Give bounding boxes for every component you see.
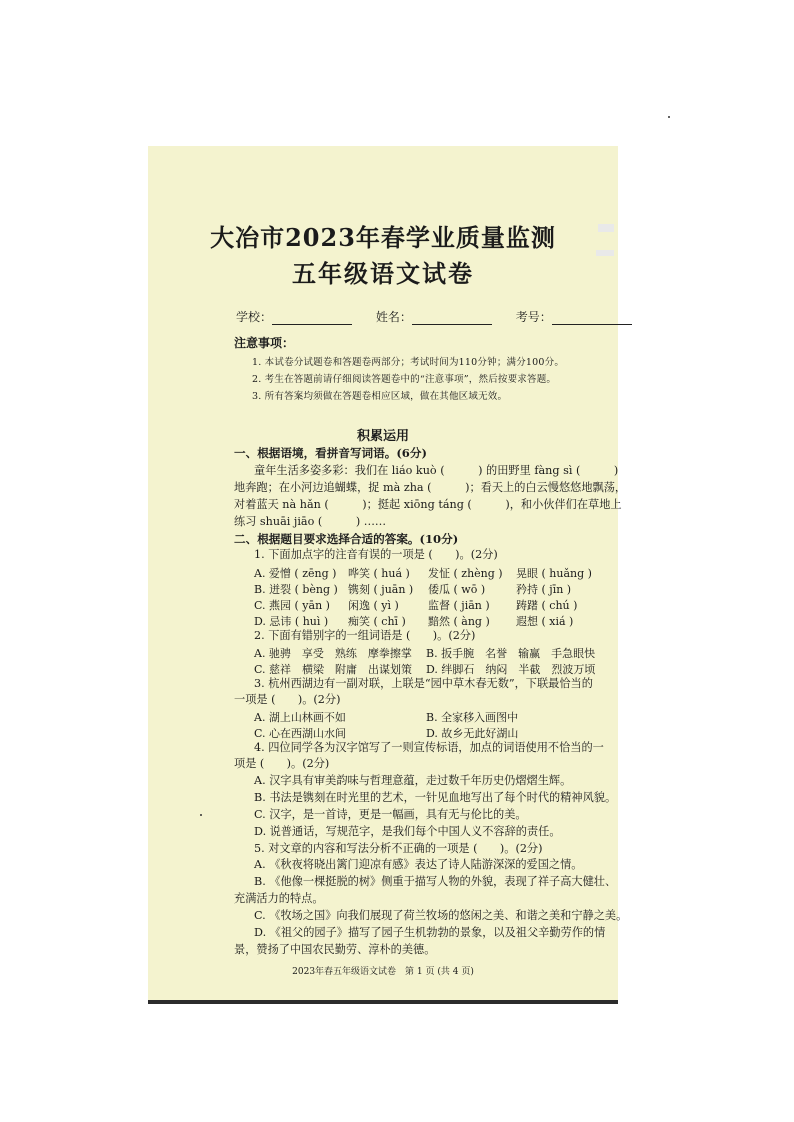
option: 遐想 ( xiá ) (516, 615, 574, 628)
option: C. 汉字，是一首诗，更是一幅画，具有无与伦比的美。 (254, 808, 527, 821)
option: C. 《牧场之国》向我们展现了荷兰牧场的悠闲之美、和谐之美和宁静之美。 (254, 909, 628, 922)
name-label: 姓名： (375, 310, 412, 324)
subquestion-stem: 项是 ( )。(2分) (234, 757, 330, 770)
question-text: 地奔跑；在小河边追蝴蝶，捉 mà zha ( )；看天上的白云慢悠悠地飘荡， (234, 481, 627, 494)
option: D. 《祖父的园子》描写了园子生机勃勃的景象，以及祖父辛勤劳作的情 (254, 926, 606, 939)
exam-title: 大冶市2023年春学业质量监测 (210, 223, 556, 252)
option: C. 心在西湖山水间 (254, 727, 347, 740)
subquestion-stem: 4. 四位同学各为汉字馆写了一则宣传标语，加点的词语使用不恰当的一 (254, 741, 604, 754)
question-text: 对着蓝天 nà hǎn ( )；挺起 xiōng táng ( )，和小伙伴们在草地上 (234, 498, 622, 511)
school-label: 学校： (236, 310, 273, 324)
note-item: 1. 本试卷分试题卷和答题卷两部分；考试时间为110分钟；满分100分。 (252, 357, 565, 368)
exam-subtitle: 五年级语文试卷 (292, 259, 474, 288)
option: 景，赞扬了中国农民勤劳、淳朴的美德。 (234, 943, 436, 956)
question-heading: 一、根据语境，看拼音写词语。(6分) (234, 446, 427, 460)
option: 发怔 ( zhèng ) (428, 567, 503, 580)
option: B. 迸裂 ( bèng ) (254, 583, 338, 596)
subquestion-stem: 1. 下面加点字的注音有误的一项是 ( )。(2分) (254, 548, 498, 561)
option: D. 绊脚石 纳闷 半截 烈波万顷 (426, 663, 596, 676)
option: D. 忌讳 ( huì ) (254, 615, 329, 628)
option: 倭瓜 ( wō ) (428, 583, 486, 596)
option: D. 故乡无此好湖山 (426, 727, 519, 740)
number-blank (552, 312, 632, 325)
option: A. 驰骋 享受 熟练 摩拳擦掌 (254, 647, 412, 660)
option: 晃眼 ( huǎng ) (516, 567, 592, 580)
option: 闲逸 ( yì ) (348, 599, 399, 612)
option: A. 《秋夜将晓出篱门迎凉有感》表达了诗人陆游深深的爱国之情。 (254, 858, 583, 871)
option: B. 书法是镌刻在时光里的艺术，一针见血地写出了每个时代的精神风貌。 (254, 791, 617, 804)
subquestion-stem: 3. 杭州西湖边有一副对联，上联是“园中草木春无数”，下联最恰当的 (254, 677, 593, 690)
option: 矜持 ( jīn ) (516, 583, 572, 596)
option: 哗笑 ( huá ) (348, 567, 410, 580)
question-text: 童年生活多姿多彩：我们在 liáo kuò ( ) 的田野里 fàng sì ( ) (254, 464, 619, 477)
option: B. 扳手腕 名誉 输赢 手急眼快 (426, 647, 596, 660)
school-blank (272, 312, 352, 325)
number-label: 考号： (515, 310, 552, 324)
option: B. 《他像一棵挺脱的树》侧重于描写人物的外貌，表现了祥子高大健壮、 (254, 875, 617, 888)
subquestion-stem: 一项是 ( )。(2分) (234, 693, 341, 706)
question-heading: 二、根据题目要求选择合适的答案。(10分) (234, 532, 459, 546)
note-item: 3. 所有答案均须做在答题卷相应区域，做在其他区域无效。 (252, 391, 508, 402)
option: C. 慈祥 横梁 附庸 出谋划策 (254, 663, 413, 676)
question-text: 练习 shuāi jiāo ( ) …… (234, 515, 387, 528)
option: B. 全家移入画图中 (426, 711, 519, 724)
subquestion-stem: 2. 下面有错别字的一组词语是 ( )。(2分) (254, 629, 476, 642)
option: 踌躇 ( chú ) (516, 599, 578, 612)
option: A. 湖上山林画不如 (254, 711, 346, 724)
option: A. 爱憎 ( zēng ) (254, 567, 337, 580)
option: 黯然 ( àng ) (428, 615, 490, 628)
option: 镌刻 ( juān ) (348, 583, 414, 596)
option: C. 燕园 ( yān ) (254, 599, 330, 612)
note-item: 2. 考生在答题前请仔细阅读答题卷中的“注意事项”，然后按要求答题。 (252, 374, 557, 385)
option: 监督 ( jiān ) (428, 599, 490, 612)
page-footer: 2023年春五年级语文试卷 第 1 页 (共 4 页) (292, 967, 474, 977)
notes-heading: 注意事项： (234, 336, 295, 350)
subquestion-stem: 5. 对文章的内容和写法分析不正确的一项是 ( )。(2分) (254, 842, 543, 855)
option: D. 说普通话，写规范字，是我们每个中国人义不容辞的责任。 (254, 825, 561, 838)
name-blank (412, 312, 492, 325)
section-title: 积累运用 (356, 429, 409, 444)
scan-speck (668, 116, 670, 118)
student-info-row (236, 308, 652, 325)
option: A. 汉字具有审美韵味与哲理意蕴，走过数千年历史仍熠熠生辉。 (254, 774, 572, 787)
scan-speck (598, 224, 614, 232)
exam-paper (148, 146, 628, 1004)
option: 痴笑 ( chī ) (348, 615, 406, 628)
scan-speck (596, 250, 614, 256)
option: 充满活力的特点。 (234, 892, 324, 905)
scan-speck (200, 814, 202, 816)
